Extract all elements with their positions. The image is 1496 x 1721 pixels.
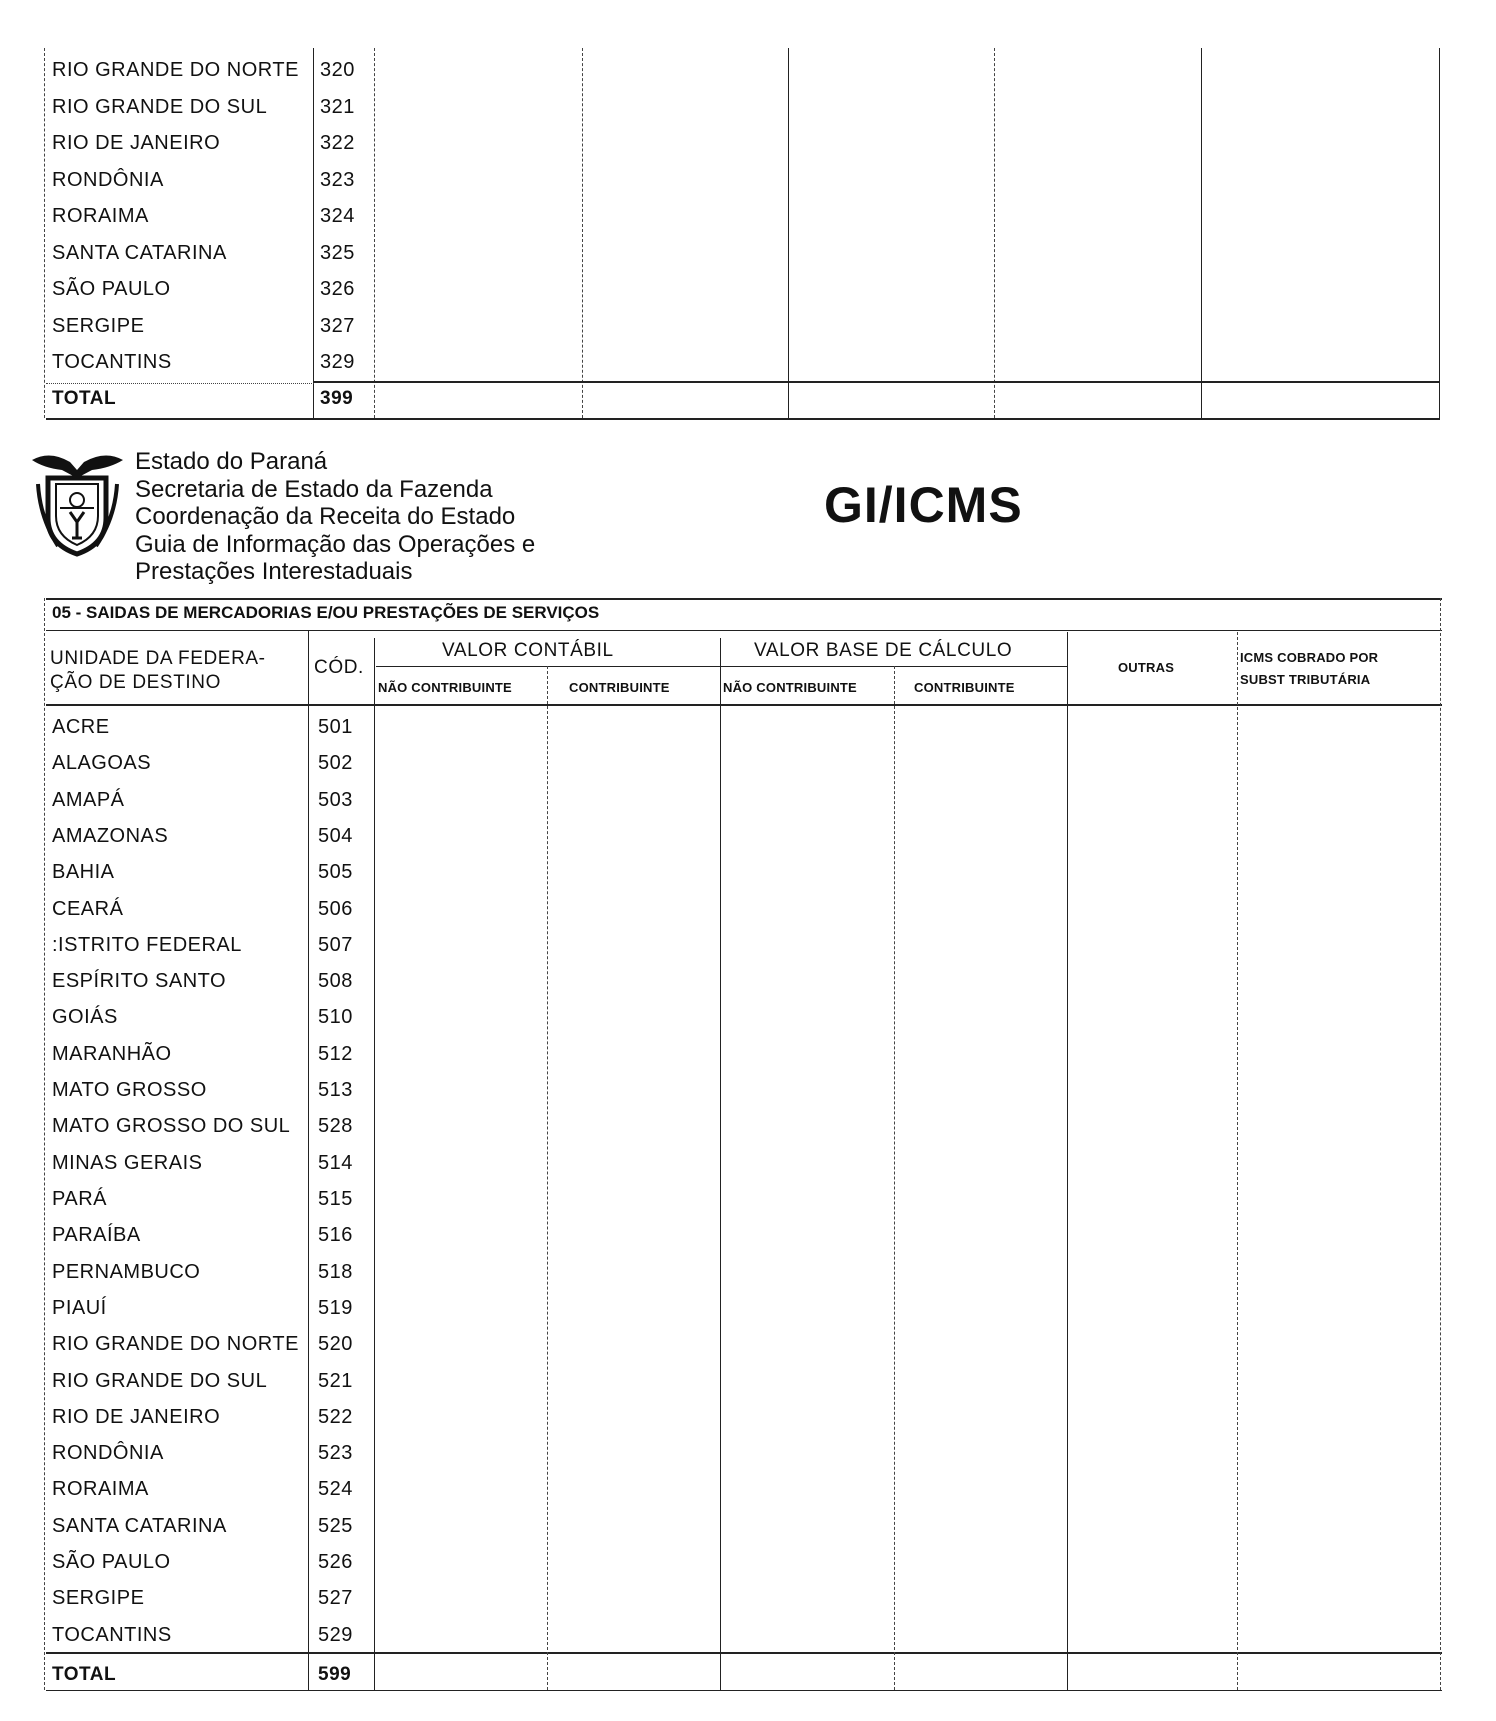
state-name: MATO GROSSO: [52, 1079, 207, 1102]
org-line: Coordenação da Receita do Estado: [135, 503, 516, 530]
state-name: PARAÍBA: [52, 1224, 141, 1247]
org-line: Estado do Paraná: [135, 448, 328, 475]
table-row: [46, 1180, 1442, 1216]
grid-line: [46, 1652, 1442, 1654]
table-row: [46, 926, 1442, 962]
grid-line: [46, 630, 1442, 631]
grid-line: [46, 418, 1440, 420]
table-row: [46, 304, 1440, 341]
state-code: 522: [318, 1405, 353, 1428]
state-code: 521: [318, 1369, 353, 1392]
state-code: 520: [318, 1333, 353, 1356]
col-header-icms-st: SUBST TRIBUTÁRIA: [1240, 672, 1371, 687]
col-header-valor-base-calculo: VALOR BASE DE CÁLCULO: [754, 640, 1013, 661]
state-name: RIO DE JANEIRO: [52, 132, 221, 154]
state-name: AMAZONAS: [52, 824, 169, 847]
state-code: 599: [318, 1664, 352, 1685]
grid-line: [46, 598, 1442, 600]
state-name: SANTA CATARINA: [52, 241, 227, 264]
sub-header-contribuinte: CONTRIBUINTE: [569, 680, 670, 695]
table-row: [46, 1289, 1442, 1325]
state-name: RIO GRANDE DO NORTE: [52, 59, 299, 81]
state-name: RIO GRANDE DO NORTE: [52, 1333, 299, 1356]
table-row: [46, 817, 1442, 853]
state-name: SERGIPE: [52, 1587, 145, 1610]
table-row: [46, 1579, 1442, 1615]
state-name: ACRE: [52, 716, 110, 738]
state-code: 512: [318, 1042, 353, 1065]
table-row: [46, 853, 1442, 889]
grid-line: [44, 598, 45, 1690]
table-row: [46, 85, 1440, 122]
table-row: [46, 890, 1442, 926]
state-name: SÃO PAULO: [52, 278, 171, 300]
state-name: GOIÁS: [52, 1006, 118, 1029]
issuing-authority: [135, 448, 535, 586]
state-name: MINAS GERAIS: [52, 1151, 203, 1174]
state-code: 526: [318, 1551, 353, 1574]
col-header-valor-contabil: VALOR CONTÁBIL: [442, 640, 614, 661]
state-code: 515: [318, 1188, 353, 1210]
state-name: :ISTRITO FEDERAL: [52, 933, 242, 956]
state-code: 510: [318, 1006, 353, 1029]
sub-header-nao-contribuinte: NÃO CONTRIBUINTE: [723, 680, 857, 695]
grid-line: [46, 704, 1442, 706]
state-code: 326: [320, 278, 355, 300]
total-row: [46, 377, 1440, 413]
state-code: 399: [320, 387, 354, 409]
table-row: [46, 231, 1440, 268]
state-table-continuation: [46, 48, 1440, 413]
state-code: 327: [320, 314, 355, 337]
state-name: RIO GRANDE DO SUL: [52, 1369, 268, 1392]
table-row: [46, 998, 1442, 1034]
state-code: 529: [318, 1623, 353, 1646]
state-code: 324: [320, 205, 355, 227]
table-row: [46, 1434, 1442, 1470]
total-label: TOTAL: [52, 387, 117, 409]
state-name: RONDÔNIA: [52, 168, 164, 191]
table-row: [46, 194, 1440, 231]
col-header-uf: ÇÃO DE DESTINO: [50, 672, 221, 693]
parana-coat-of-arms-icon: [30, 448, 125, 558]
table-row: [46, 781, 1442, 817]
table-row: [46, 1616, 1442, 1652]
table-row: [46, 1507, 1442, 1543]
state-code: 525: [318, 1514, 353, 1537]
state-name: RORAIMA: [52, 1478, 149, 1501]
state-code: 523: [318, 1442, 353, 1465]
org-line: Secretaria de Estado da Fazenda: [135, 475, 493, 503]
col-header-cod: CÓD.: [314, 657, 364, 678]
letterhead: [30, 448, 1410, 585]
table-row: [46, 962, 1442, 998]
total-label: TOTAL: [52, 1664, 117, 1685]
state-name: PARÁ: [52, 1188, 107, 1210]
state-code: 516: [318, 1224, 353, 1247]
org-line: Prestações Interestaduais: [135, 558, 413, 585]
col-header-uf: UNIDADE DA FEDERA-: [50, 648, 266, 669]
state-code: 519: [318, 1296, 353, 1319]
table-row: [46, 1107, 1442, 1143]
state-code: 504: [318, 824, 353, 847]
state-name: PERNAMBUCO: [52, 1260, 201, 1283]
state-code: 502: [318, 752, 353, 775]
state-code: 528: [318, 1115, 353, 1138]
state-code: 321: [320, 95, 355, 118]
state-code: 514: [318, 1151, 353, 1174]
state-name: RIO GRANDE DO SUL: [52, 95, 268, 118]
table-row: [46, 158, 1440, 195]
state-code: 506: [318, 897, 353, 920]
state-code: 329: [320, 351, 355, 373]
table-row: [46, 1325, 1442, 1361]
state-name: CEARÁ: [52, 897, 124, 920]
table-row: [46, 340, 1440, 377]
table-row: [46, 267, 1440, 304]
state-name: TOCANTINS: [52, 1623, 172, 1646]
state-code: 524: [318, 1478, 353, 1501]
section-title: 05 - SAIDAS DE MERCADORIAS E/OU PRESTAÇÕES DE SERVIÇOS: [52, 603, 600, 622]
sub-header-nao-contribuinte: NÃO CONTRIBUINTE: [378, 680, 512, 695]
state-code: 503: [318, 788, 353, 811]
table-row: [46, 121, 1440, 158]
state-code: 320: [320, 59, 355, 81]
state-code: 323: [320, 168, 355, 191]
table-row: [46, 48, 1440, 85]
state-code: 507: [318, 933, 353, 956]
table-row: [46, 1035, 1442, 1071]
table-row: [46, 1216, 1442, 1252]
col-header-icms-st: ICMS COBRADO POR: [1240, 650, 1379, 665]
state-name: TOCANTINS: [52, 351, 172, 373]
state-name: SANTA CATARINA: [52, 1514, 227, 1537]
table-row: [46, 1144, 1442, 1180]
state-code: 508: [318, 970, 353, 993]
state-name: SÃO PAULO: [52, 1551, 171, 1574]
grid-line: [44, 48, 45, 418]
state-code: 501: [318, 716, 353, 738]
state-code: 527: [318, 1587, 353, 1610]
state-name: AMAPÁ: [52, 788, 125, 811]
state-code: 518: [318, 1260, 353, 1283]
table-row: [46, 744, 1442, 780]
state-name: RONDÔNIA: [52, 1442, 164, 1465]
state-name: SERGIPE: [52, 314, 145, 337]
table-row: [46, 1470, 1442, 1506]
section-05-table: [46, 598, 1442, 1690]
sub-header-contribuinte: CONTRIBUINTE: [914, 680, 1015, 695]
state-name: MARANHÃO: [52, 1042, 172, 1065]
state-name: PIAUÍ: [52, 1296, 107, 1319]
total-row: [46, 1656, 1442, 1692]
grid-line: [376, 666, 1068, 667]
table-row: [46, 1253, 1442, 1289]
col-header-outras: OUTRAS: [1118, 660, 1175, 675]
state-code: 505: [318, 861, 353, 884]
state-code: 322: [320, 132, 355, 154]
state-name: RIO DE JANEIRO: [52, 1405, 221, 1428]
state-name: ALAGOAS: [52, 752, 152, 775]
table-row: [46, 708, 1442, 744]
state-name: MATO GROSSO DO SUL: [52, 1115, 291, 1138]
state-name: ESPÍRITO SANTO: [52, 970, 227, 993]
table-row: [46, 1362, 1442, 1398]
state-code: 325: [320, 241, 355, 264]
org-line: Guia de Informação das Operações e: [135, 530, 536, 558]
table-row: [46, 1398, 1442, 1434]
table-row: [46, 1071, 1442, 1107]
form-title: GI/ICMS: [824, 477, 1023, 533]
state-name: RORAIMA: [52, 205, 149, 227]
table-row: [46, 1543, 1442, 1579]
state-name: BAHIA: [52, 861, 115, 884]
state-code: 513: [318, 1079, 353, 1102]
